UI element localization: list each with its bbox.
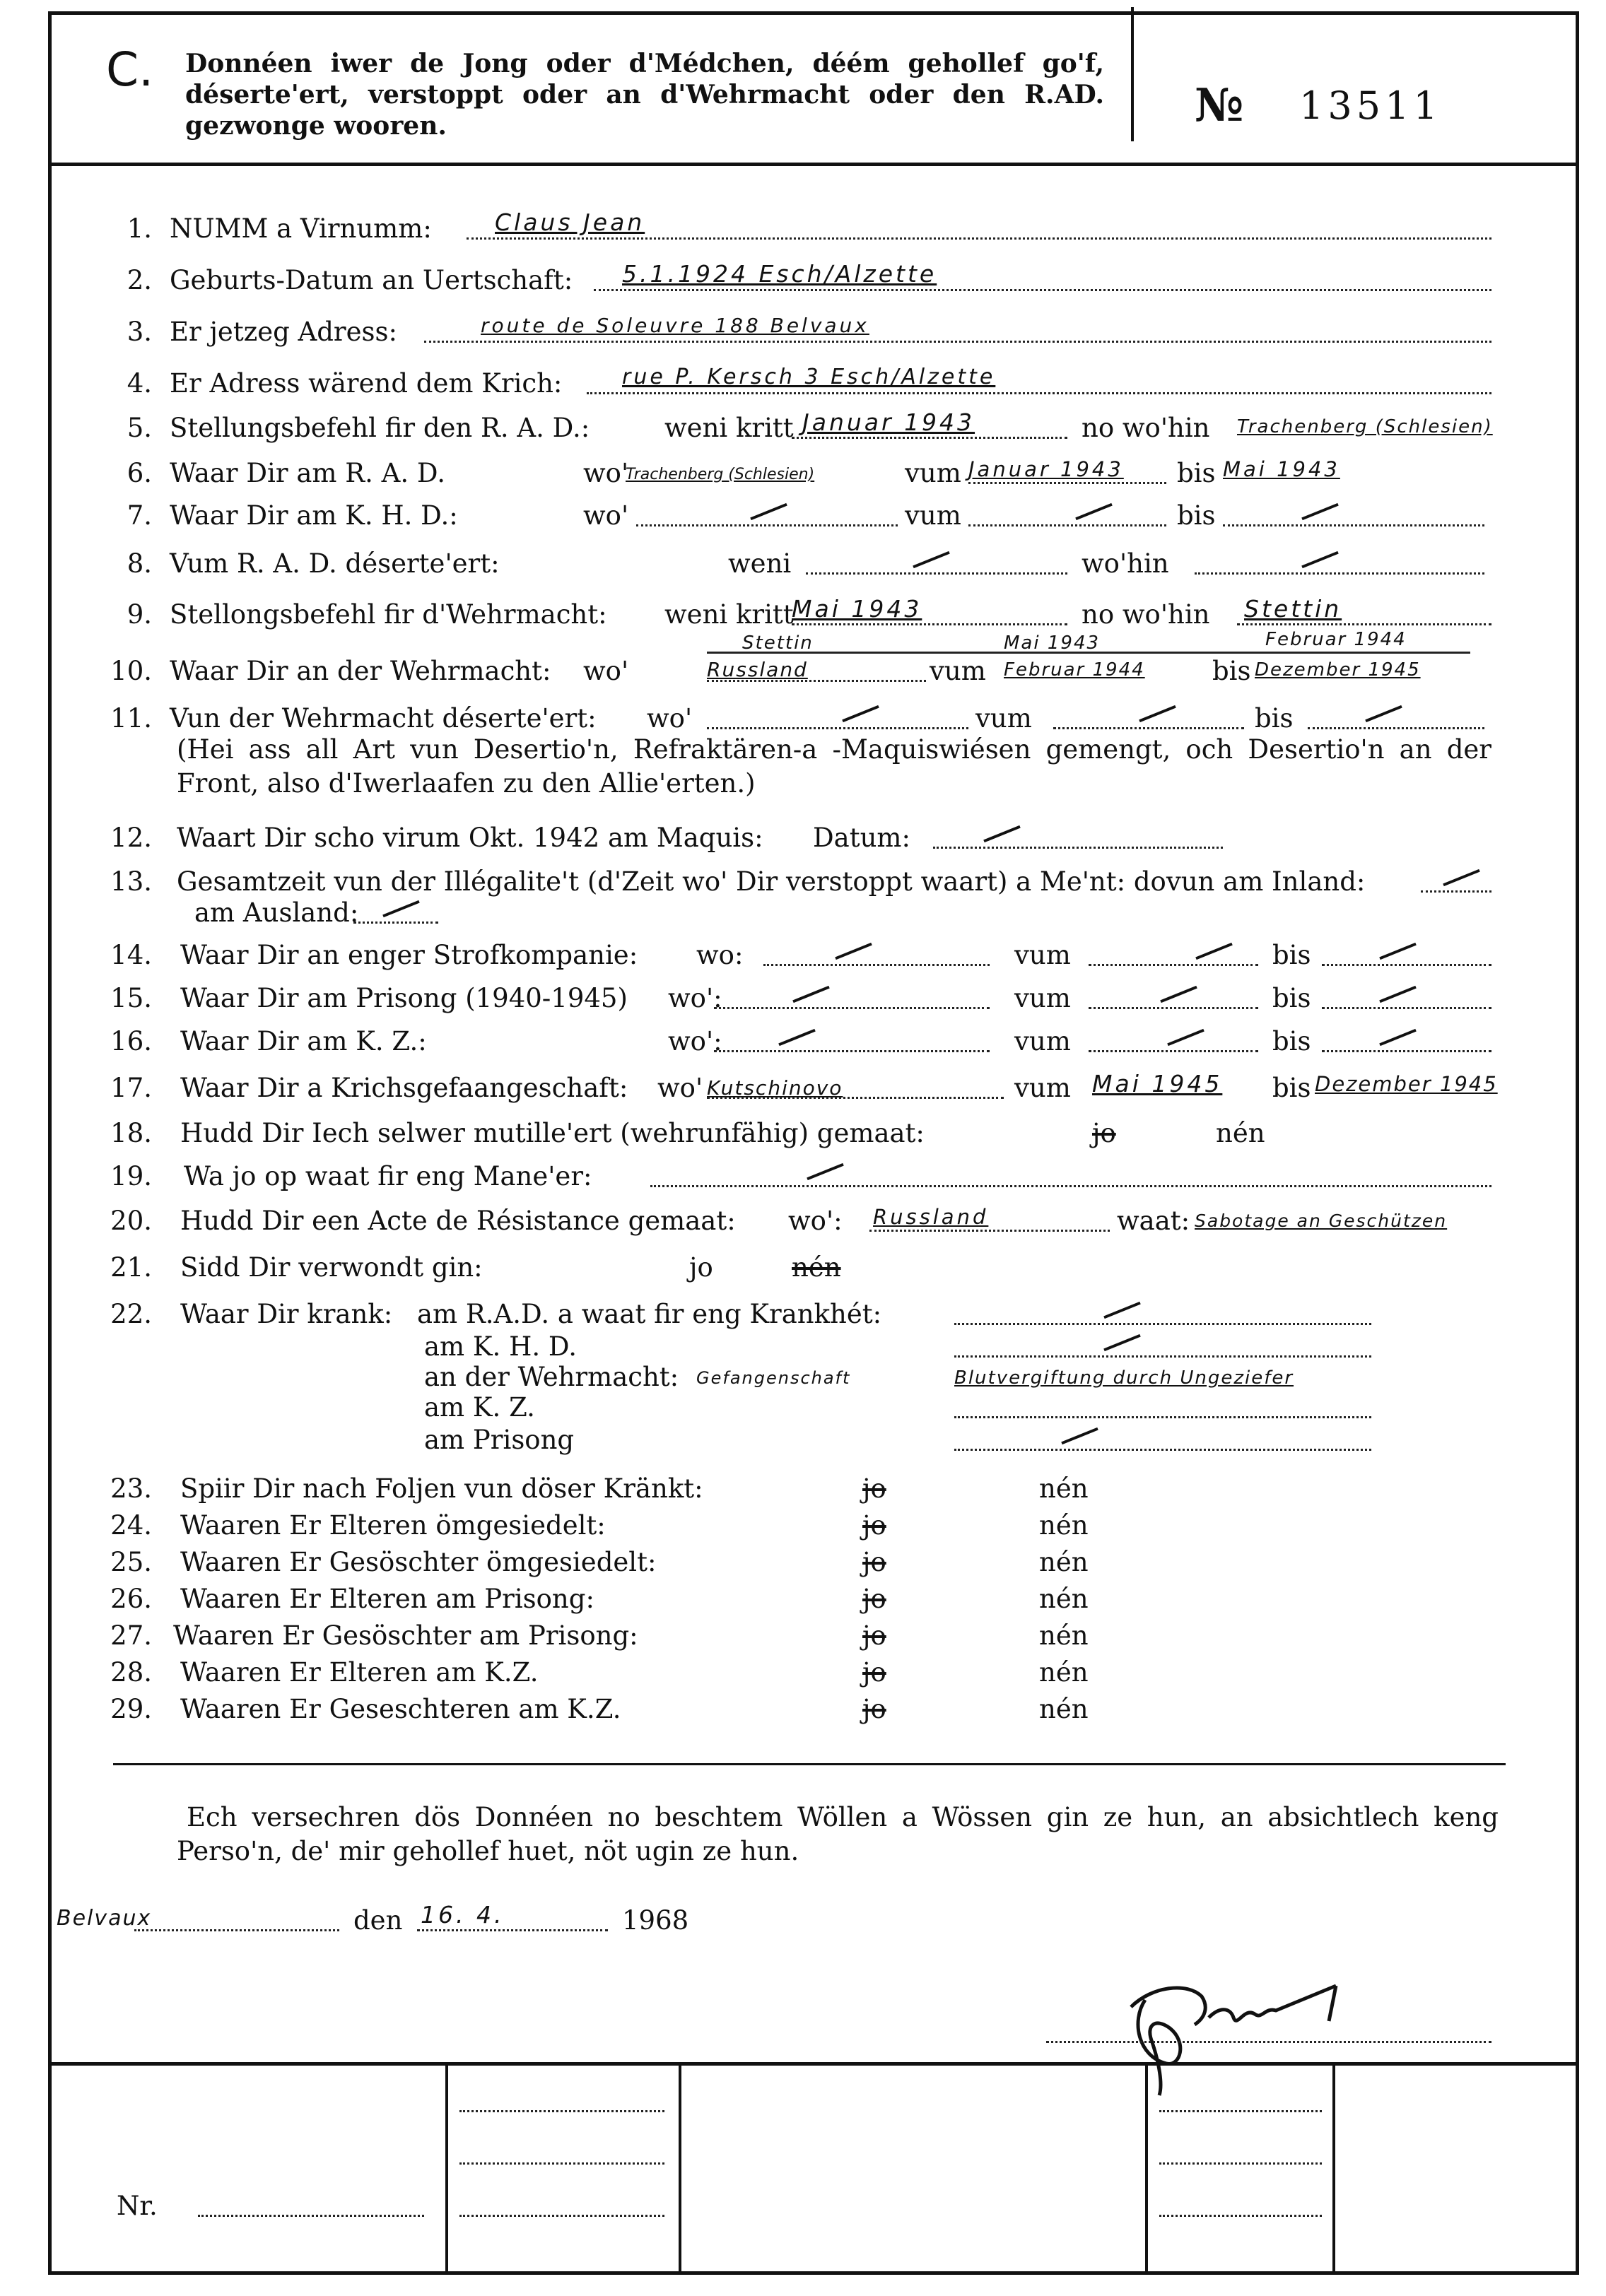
q26-number: 26. xyxy=(110,1584,152,1614)
q19-line[interactable] xyxy=(650,1185,1491,1187)
q8-weni-label: weni xyxy=(728,548,792,579)
q25-nen[interactable]: nén xyxy=(1039,1547,1089,1577)
q6-bis-value[interactable]: Mai 1943 xyxy=(1223,457,1340,481)
place-line xyxy=(134,1929,339,1931)
q16-bis-line[interactable] xyxy=(1322,1050,1491,1052)
q28-nen[interactable]: nén xyxy=(1039,1657,1089,1688)
q26-jo[interactable]: jo xyxy=(862,1584,886,1614)
q28-number: 28. xyxy=(110,1657,152,1688)
q13-inland-line[interactable] xyxy=(1421,890,1491,893)
q20-wo-line xyxy=(869,1230,1110,1232)
q28-jo[interactable]: jo xyxy=(862,1657,886,1688)
q7-number: 7. xyxy=(127,500,152,531)
q20-waat-value[interactable]: Sabotage an Geschützen xyxy=(1195,1211,1448,1231)
q22-rad-label: am R.A.D. a waat fir eng Krankhét: xyxy=(417,1299,882,1329)
q23-nen[interactable]: nén xyxy=(1039,1473,1089,1504)
q13-ausland-line[interactable] xyxy=(353,922,438,924)
q10-vum-value[interactable]: Februar 1944 xyxy=(1004,659,1145,681)
q5-weni-label: weni kritt xyxy=(664,413,794,443)
q13-ausland-label: am Ausland: xyxy=(194,897,359,928)
q1-value[interactable]: Claus Jean xyxy=(495,208,645,236)
q17-wo-line xyxy=(707,1097,1004,1099)
footer-field-1c[interactable] xyxy=(459,2215,664,2217)
q17-wo-value[interactable]: Kutschinovo xyxy=(707,1076,843,1100)
q12-label: Waart Dir scho virum Okt. 1942 am Maquis: xyxy=(177,823,763,853)
q22-khd-label: am K. H. D. xyxy=(424,1331,577,1362)
q2-value[interactable]: 5.1.1924 Esch/Alzette xyxy=(622,260,937,288)
header-divider xyxy=(1131,7,1134,141)
q20-wo-label: wo': xyxy=(788,1206,843,1236)
q16-wo-label: wo': xyxy=(668,1026,722,1056)
q7-wo-line[interactable] xyxy=(636,524,898,526)
q10-bis-top-value[interactable]: Februar 1944 xyxy=(1265,629,1407,650)
q7-vum-label: vum xyxy=(905,500,961,531)
q6-number: 6. xyxy=(127,458,152,488)
q5-weni-line xyxy=(792,437,1067,439)
q18-jo[interactable]: jo xyxy=(1092,1118,1116,1148)
q27-jo[interactable]: jo xyxy=(862,1620,886,1651)
q16-label: Waar Dir am K. Z.: xyxy=(180,1026,427,1056)
q15-number: 15. xyxy=(110,983,152,1013)
header-bottom-rule xyxy=(48,163,1579,166)
q10-wo-line xyxy=(707,680,926,682)
year-label: 1968 xyxy=(622,1905,689,1936)
footer-col-4 xyxy=(1332,2062,1335,2274)
q11-bis-label: bis xyxy=(1255,703,1294,734)
q29-nen[interactable]: nén xyxy=(1039,1694,1089,1724)
q17-vum-label: vum xyxy=(1014,1073,1071,1103)
q5-wohin-value[interactable]: Trachenberg (Schlesien) xyxy=(1237,416,1493,437)
q27-label: Waaren Er Gesöschter am Prisong: xyxy=(173,1620,638,1651)
q8-weni-line[interactable] xyxy=(806,572,1067,575)
q18-nen[interactable]: nén xyxy=(1216,1118,1265,1148)
number-sign: № xyxy=(1195,79,1244,132)
q17-label: Waar Dir a Krichsgefaangeschaft: xyxy=(180,1073,628,1103)
q21-number: 21. xyxy=(110,1252,152,1283)
form-number: 13511 xyxy=(1299,83,1442,128)
q27-nen[interactable]: nén xyxy=(1039,1620,1089,1651)
q1-line xyxy=(467,237,1491,240)
q25-jo[interactable]: jo xyxy=(862,1547,886,1577)
declaration-text: Ech versechren dös Donnéen no beschtem Wöllen a Wössen gin ze hun, an absichtlech keng Perso'n, de' mir gehollef huet, nöt ugin ze hun. xyxy=(177,1802,1499,1866)
q3-label: Er jetzeg Adress: xyxy=(170,317,397,347)
nr-label: Nr. xyxy=(117,2191,158,2221)
q22-rad-line[interactable] xyxy=(954,1323,1371,1325)
q5-number: 5. xyxy=(127,413,152,443)
q11-number: 11. xyxy=(110,703,152,734)
q4-number: 4. xyxy=(127,368,152,399)
q10-wo-label: wo' xyxy=(583,656,629,686)
q11-wo-line[interactable] xyxy=(707,727,968,729)
footer-col-2 xyxy=(679,2062,681,2274)
q17-wo-label: wo' xyxy=(657,1073,703,1103)
q17-number: 17. xyxy=(110,1073,152,1103)
q6-label: Waar Dir am R. A. D. xyxy=(170,458,445,488)
q6-wo-value[interactable]: Trachenberg (Schlesien) xyxy=(626,466,815,483)
q29-label: Waaren Er Geseschteren am K.Z. xyxy=(180,1694,621,1724)
q14-vum-label: vum xyxy=(1014,940,1071,970)
footer-col-3 xyxy=(1145,2062,1148,2274)
q14-label: Waar Dir an enger Strofkompanie: xyxy=(180,940,638,970)
q22-number: 22. xyxy=(110,1299,152,1329)
q4-label: Er Adress wärend dem Krich: xyxy=(170,368,563,399)
q22-label: Waar Dir krank: xyxy=(180,1299,393,1329)
q21-nen[interactable]: nén xyxy=(792,1252,841,1283)
q10-bis-label: bis xyxy=(1212,656,1251,686)
q23-label: Spiir Dir nach Foljen vun döser Kränkt: xyxy=(180,1473,703,1504)
q17-vum-value[interactable]: Mai 1945 xyxy=(1092,1070,1223,1097)
q8-label: Vum R. A. D. déserte'ert: xyxy=(170,548,500,579)
q16-vum-label: vum xyxy=(1014,1026,1071,1056)
q11-label: Vun der Wehrmacht déserte'ert: xyxy=(170,703,597,734)
q22-prisong-label: am Prisong xyxy=(424,1425,575,1455)
q29-jo[interactable]: jo xyxy=(862,1694,886,1724)
q9-weni-label: weni kritt xyxy=(664,599,794,630)
q29-number: 29. xyxy=(110,1694,152,1724)
q9-wohin-label: no wo'hin xyxy=(1082,599,1210,630)
q11-bis-line[interactable] xyxy=(1308,727,1484,729)
q25-number: 25. xyxy=(110,1547,152,1577)
q14-bis-line[interactable] xyxy=(1322,964,1491,966)
nr-line[interactable] xyxy=(198,2215,424,2217)
q14-wo-label: wo: xyxy=(696,940,744,970)
q10-top-rule xyxy=(707,652,1470,654)
q19-label: Wa jo op waat fir eng Mane'er: xyxy=(184,1161,592,1191)
q13-label: Gesamtzeit vun der Illégalite't (d'Zeit wo' Dir verstoppt waart) a Me'nt: dovun am Inland: xyxy=(177,866,1366,897)
q27-number: 27. xyxy=(110,1620,152,1651)
q10-wo-value[interactable]: Russland xyxy=(707,658,808,681)
q5-wohin-label: no wo'hin xyxy=(1082,413,1210,443)
q2-line xyxy=(594,289,1491,291)
q15-vum-label: vum xyxy=(1014,983,1071,1013)
q4-value[interactable]: rue P. Kersch 3 Esch/Alzette xyxy=(622,365,996,389)
q11-vum-line[interactable] xyxy=(1053,727,1244,729)
q20-waat-label: waat: xyxy=(1117,1206,1190,1236)
q12-number: 12. xyxy=(110,823,152,853)
q14-wo-line[interactable] xyxy=(763,964,990,966)
q22-wehr-prefix[interactable]: Gefangenschaft xyxy=(696,1368,851,1388)
q22-khd-line[interactable] xyxy=(954,1355,1371,1358)
q12-datum-line[interactable] xyxy=(933,847,1223,849)
q6-wo-label: wo' xyxy=(583,458,629,488)
q9-wohin-value[interactable]: Stettin xyxy=(1244,595,1342,623)
q22-kz-label: am K. Z. xyxy=(424,1392,535,1423)
q11-vum-label: vum xyxy=(975,703,1032,734)
q9-number: 9. xyxy=(127,599,152,630)
place-value[interactable]: Belvaux xyxy=(57,1906,152,1931)
q26-nen[interactable]: nén xyxy=(1039,1584,1089,1614)
q1-number: 1. xyxy=(127,213,152,244)
date-value[interactable]: 16. 4. xyxy=(421,1901,505,1929)
q10-wo-top-value[interactable]: Stettin xyxy=(742,632,814,654)
q16-vum-line[interactable] xyxy=(1089,1050,1258,1052)
q11-wo-label: wo' xyxy=(647,703,693,734)
q14-bis-label: bis xyxy=(1272,940,1311,970)
q7-vum-line[interactable] xyxy=(968,524,1166,526)
q28-label: Waaren Er Elteren am K.Z. xyxy=(180,1657,539,1688)
declaration-separator xyxy=(113,1763,1506,1765)
q10-label: Waar Dir an der Wehrmacht: xyxy=(170,656,551,686)
footer-col-1 xyxy=(445,2062,448,2274)
signature-line xyxy=(1046,2041,1491,2043)
section-letter: C. xyxy=(106,42,154,97)
q22-kz-line[interactable] xyxy=(954,1416,1371,1418)
q3-number: 3. xyxy=(127,317,152,347)
date-line xyxy=(417,1929,608,1931)
q12-datum-label: Datum: xyxy=(813,823,910,853)
q2-label: Geburts-Datum an Uertschaft: xyxy=(170,265,573,295)
q14-vum-line[interactable] xyxy=(1089,964,1258,966)
q7-bis-line[interactable] xyxy=(1223,524,1484,526)
q17-bis-value[interactable]: Dezember 1945 xyxy=(1315,1072,1498,1096)
q9-weni-value[interactable]: Mai 1943 xyxy=(792,595,922,623)
q20-label: Hudd Dir een Acte de Résistance gemaat: xyxy=(180,1206,736,1236)
q16-wo-line[interactable] xyxy=(714,1050,990,1052)
q20-wo-value[interactable]: Russland xyxy=(873,1205,989,1229)
q10-number: 10. xyxy=(110,656,152,686)
q6-bis-label: bis xyxy=(1177,458,1216,488)
footer-field-3a[interactable] xyxy=(1159,2110,1322,2112)
q5-label: Stellungsbefehl fir den R. A. D.: xyxy=(170,413,590,443)
footer-field-1b[interactable] xyxy=(459,2162,664,2165)
q14-number: 14. xyxy=(110,940,152,970)
form-title: Donnéen iwer de Jong oder d'Médchen, déém gehollef go'f, déserte'ert, verstoppt oder an d'Wehrmacht oder den R.AD. gezwonge wooren. xyxy=(185,49,1104,141)
q23-jo[interactable]: jo xyxy=(862,1473,886,1504)
q15-bis-label: bis xyxy=(1272,983,1311,1013)
q7-bis-label: bis xyxy=(1177,500,1216,531)
q22-wehr-value[interactable]: Blutvergiftung durch Ungeziefer xyxy=(954,1367,1294,1389)
q3-line xyxy=(424,341,1491,343)
q19-number: 19. xyxy=(110,1161,152,1191)
q18-label: Hudd Dir Iech selwer mutille'ert (wehrunfähig) gemaat: xyxy=(180,1118,925,1148)
q2-number: 2. xyxy=(127,265,152,295)
q20-number: 20. xyxy=(110,1206,152,1236)
q15-label: Waar Dir am Prisong (1940-1945) xyxy=(180,983,628,1013)
q4-line xyxy=(587,392,1491,394)
footer-top-rule xyxy=(48,2062,1579,2066)
q22-wehr-label: an der Wehrmacht: xyxy=(424,1362,679,1392)
q24-number: 24. xyxy=(110,1510,152,1541)
footer-field-3c[interactable] xyxy=(1159,2215,1322,2217)
q9-weni-line xyxy=(792,623,1067,625)
q8-number: 8. xyxy=(127,548,152,579)
q6-vum-label: vum xyxy=(905,458,961,488)
q25-label: Waaren Er Gesöschter ömgesiedelt: xyxy=(180,1547,657,1577)
q6-vum-line xyxy=(968,482,1166,484)
q26-label: Waaren Er Elteren am Prisong: xyxy=(180,1584,594,1614)
q11-note: (Hei ass all Art vun Desertio'n, Refraktären-a -Maquiswiésen gemengt, och Desertio'n an der Front, also d'Iwerlaafen zu den Allie'erten.) xyxy=(177,734,1491,799)
signature xyxy=(1103,1958,1371,2099)
q16-bis-label: bis xyxy=(1272,1026,1311,1056)
den-label: den xyxy=(353,1905,403,1936)
q15-bis-line[interactable] xyxy=(1322,1007,1491,1009)
q21-label: Sidd Dir verwondt gin: xyxy=(180,1252,483,1283)
q21-jo[interactable]: jo xyxy=(689,1252,713,1283)
q6-vum-value[interactable]: Januar 1943 xyxy=(968,457,1124,481)
q5-weni-value[interactable]: Januar 1943 xyxy=(802,408,975,436)
q23-number: 23. xyxy=(110,1473,152,1504)
q24-label: Waaren Er Elteren ömgesiedelt: xyxy=(180,1510,606,1541)
q15-vum-line[interactable] xyxy=(1089,1007,1258,1009)
q8-wohin-label: wo'hin xyxy=(1082,548,1169,579)
q17-bis-label: bis xyxy=(1272,1073,1311,1103)
q15-wo-line[interactable] xyxy=(714,1007,990,1009)
q9-label: Stellongsbefehl fir d'Wehrmacht: xyxy=(170,599,607,630)
q16-number: 16. xyxy=(110,1026,152,1056)
q8-wohin-line[interactable] xyxy=(1195,572,1484,575)
q3-value[interactable]: route de Soleuvre 188 Belvaux xyxy=(481,314,869,337)
q10-vum-label: vum xyxy=(930,656,986,686)
footer-field-1a[interactable] xyxy=(459,2110,664,2112)
q15-wo-label: wo': xyxy=(668,983,722,1013)
q22-prisong-line[interactable] xyxy=(954,1449,1371,1451)
q24-jo[interactable]: jo xyxy=(862,1510,886,1541)
q18-number: 18. xyxy=(110,1118,152,1148)
q10-vum-top-value[interactable]: Mai 1943 xyxy=(1004,632,1101,654)
q24-nen[interactable]: nén xyxy=(1039,1510,1089,1541)
q7-wo-label: wo' xyxy=(583,500,629,531)
footer-field-3b[interactable] xyxy=(1159,2162,1322,2165)
q1-label: NUMM a Virnumm: xyxy=(170,213,432,244)
q10-bis-value[interactable]: Dezember 1945 xyxy=(1255,659,1421,681)
q13-number: 13. xyxy=(110,866,152,897)
q7-label: Waar Dir am K. H. D.: xyxy=(170,500,458,531)
